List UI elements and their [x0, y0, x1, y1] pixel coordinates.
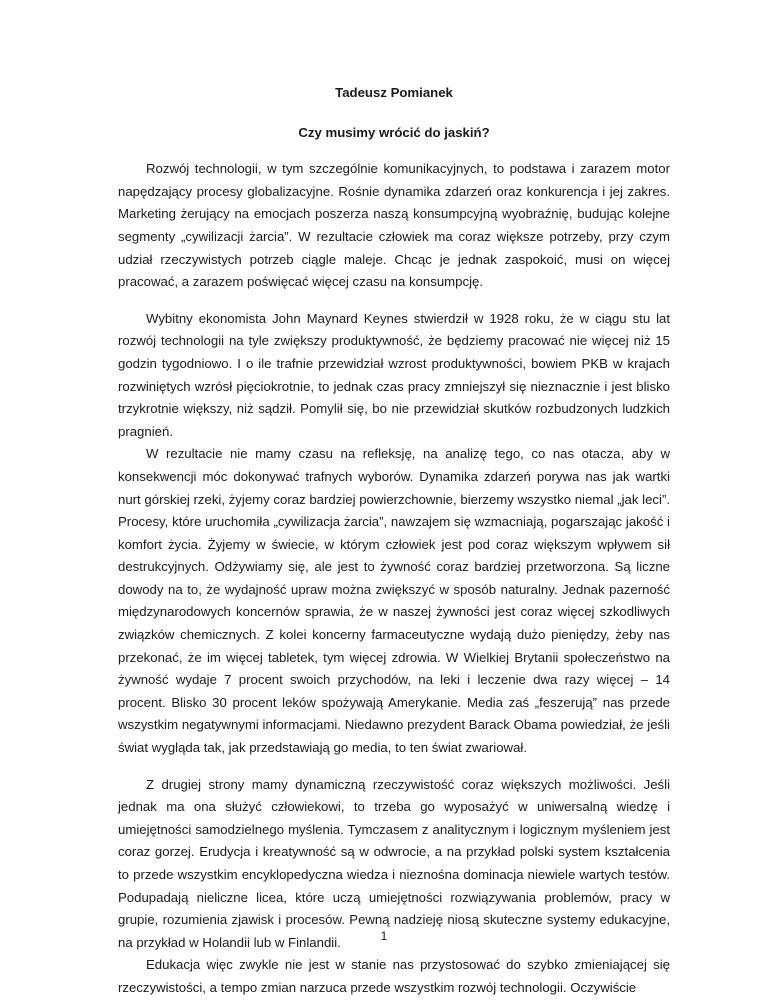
paragraph-1: Rozwój technologii, w tym szczególnie komunikacyjnych, to podstawa i zarazem motor napędzający procesy globalizacyjne. Rośnie dynamika zdarzeń oraz konkurencja i jej zakres. Marketing żerujący na emocjach poszerza naszą konsumpcyjną wyobraźnię, budując kolejne segmenty „cywilizacji żarcia”. W rezultacie człowiek ma coraz większe potrzeby, przy czym udział rzeczywistych potrzeb ciągle maleje. Chcąc je jednak zaspokoić, musi on więcej pracować, a zarazem poświęcać więcej czasu na konsumpcję. — [118, 161, 670, 290]
paragraph-5: Edukacja więc zwykle nie jest w stanie nas przystosować do szybko zmieniającej się rzeczywistości, a tempo zmian narzuca przede wszystkim rozwój technologii. Oczywiście — [118, 957, 670, 995]
author-name: Tadeusz Pomianek — [335, 85, 453, 100]
document-title: Czy musimy wrócić do jaskiń? — [298, 124, 490, 140]
page-number: 1 — [380, 929, 388, 943]
paragraph-3: W rezultacie nie mamy czasu na refleksję, na analizę tego, co nas otacza, aby w konsekwencji móc dokonywać trafnych wyborów. Dynamika zdarzeń porywa nas jak wartki nurt górskiej rzeki, żyjemy coraz bardziej powierzchownie, bierzemy wszystko niemal „jak leci”. Procesy, które uruchomiła „cywilizacja żarcia”, nawzajem się wzmacniają, pogarszając jakość i komfort życia. Żyjemy w świecie, w którym człowiek jest pod coraz większym wpływem sił destrukcyjnych. Odżywiamy się, ale jest to żywność coraz bardziej przetworzona. Są liczne dowody na to, że wydajność upraw można zwiększyć w sposób naturalny. Jednak pazerność międzynarodowych koncernów sprawia, że w naszej żywności jest coraz więcej szkodliwych związków chemicznych. Z kolei koncerny farmaceutyczne wydają dużo pieniędzy, żeby nas przekonać, że im więcej tabletek, tym więcej zdrowia. W Wielkiej Brytanii społeczeństwo na żywność wydaje 7 procent swoich przychodów, na leki i leczenie dwa razy więcej – 14 procent. Blisko 30 procent leków spożywają Amerykanie. Media zaś „feszerują” nas przede wszystkim negatywnymi informacjami. Niedawno prezydent Barack Obama powiedział, że jeśli świat wygląda tak, jak przedstawiają go media, to ten świat zwariował. — [118, 446, 670, 756]
paragraph-4: Z drugiej strony mamy dynamiczną rzeczywistość coraz większych możliwości. Jeśli jednak ma ona służyć człowiekowi, to trzeba go wyposażyć w uniwersalną wiedzę i umiejętności samodzielnego myślenia. Tymczasem z analitycznym i logicznym myśleniem jest coraz gorzej. Erudycja i kreatywność są w odwrocie, a na przykład polski system kształcenia to przede wszystkim encyklopedyczna wiedza i nieznośna dominacja niewiele wartych testów. Podupadają nieliczne licea, które uczą umiejętności rozwiązywania problemów, pracy w grupie, rozumienia zjawisk i procesów. Pewną nadzieję niosą skuteczne systemy edukacyjne, na przykład w Holandii lub w Finlandii. — [118, 776, 670, 950]
paragraph-2: Wybitny ekonomista John Maynard Keynes stwierdził w 1928 roku, że w ciągu stu lat rozwój technologii na tyle zwiększy produktywność, że będziemy pracować nie więcej niż 15 godzin tygodniowo. I o ile trafnie przewidział wzrost produktywności, bowiem PKB w krajach rozwiniętych wzrósł pięciokrotnie, to jednak czas pracy zmniejszył się nieznacznie i jest blisko trzykrotnie większy, niż sądził. Pomylił się, bo nie przewidział skutków rozbudzonych ludzkich pragnień. — [118, 310, 670, 439]
document-body — [118, 82, 670, 1000]
